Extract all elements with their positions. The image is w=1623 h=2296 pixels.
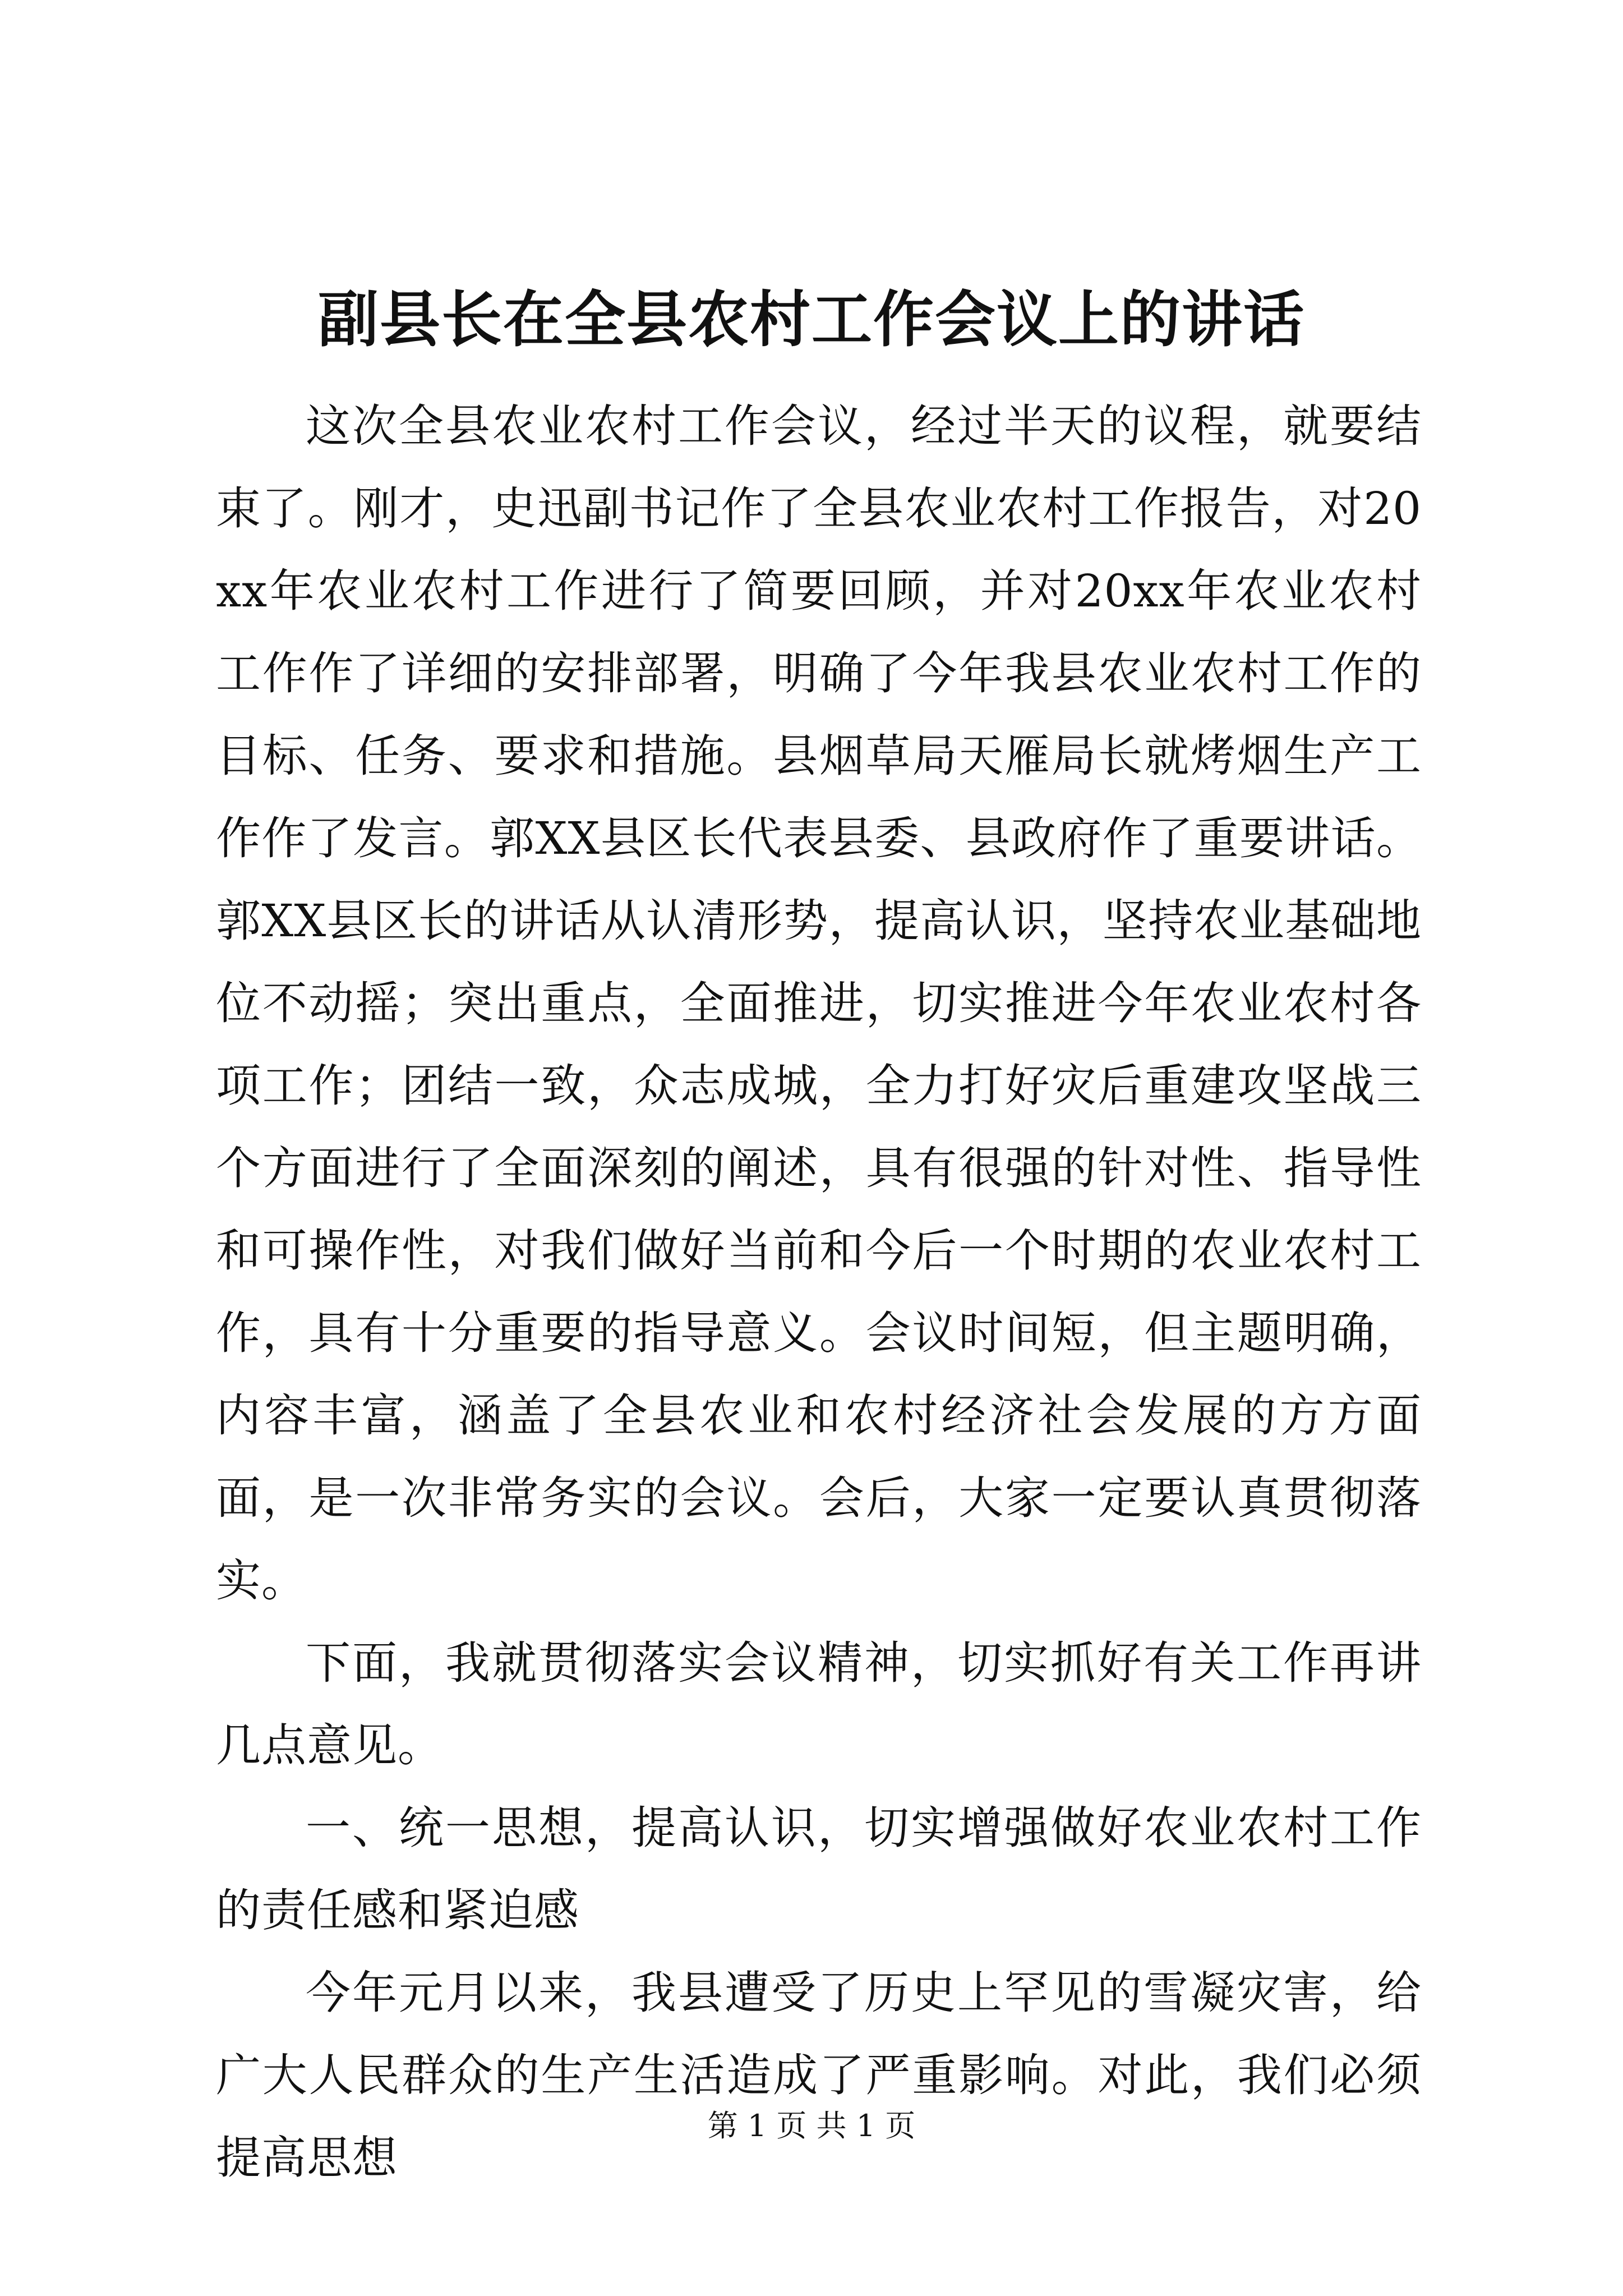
paragraph-section-1: 今年元月以来，我县遭受了历史上罕见的雪凝灾害，给广大人民群众的生产生活造成了严重影响。对此，我们必须提高思想 (216, 1967, 1422, 2184)
paragraph-transition: 下面，我就贯彻落实会议精神，切实抓好有关工作再讲几点意见。 (216, 1637, 1422, 1772)
section-heading-1: 一、统一思想，提高认识，切实增强做好农业农村工作的责任感和紧迫感 (216, 1802, 1422, 1936)
page-footer: 第 1 页 共 1 页 (707, 2108, 916, 2143)
document-title: 副县长在全县农村工作会议上的讲话 (317, 284, 1305, 355)
paragraph-intro: 这次全县农业农村工作会议，经过半天的议程，就要结束了。刚才，史迅副书记作了全县农业农村工作报告，对20xx年农业农村工作进行了简要回顾，并对20xx年农业农村工作作了详细的安排部署，明确了今年我县农业农村工作的目标、任务、要求和措施。县烟草局天雁局长就烤烟生产工作作了发言。郭XX县区长代表县委、县政府作了重要讲话。郭XX县区长的讲话从认清形势，提高认识，坚持农业基础地位不动摇；突出重点，全面推进，切实推进今年农业农村各项工作；团结一致，众志成城，全力打好灾后重建攻坚战三个方面进行了全面深刻的阐述，具有很强的针对性、指导性和可操作性，对我们做好当前和今后一个时期的农业农村工作，具有十分重要的指导意义。会议时间短，但主题明确，内容丰富，涵盖了全县农业和农村经济社会发展的方方面面，是一次非常务实的会议。会后，大家一定要认真贯彻落实。 (216, 400, 1422, 1607)
document-body (216, 385, 1422, 2199)
